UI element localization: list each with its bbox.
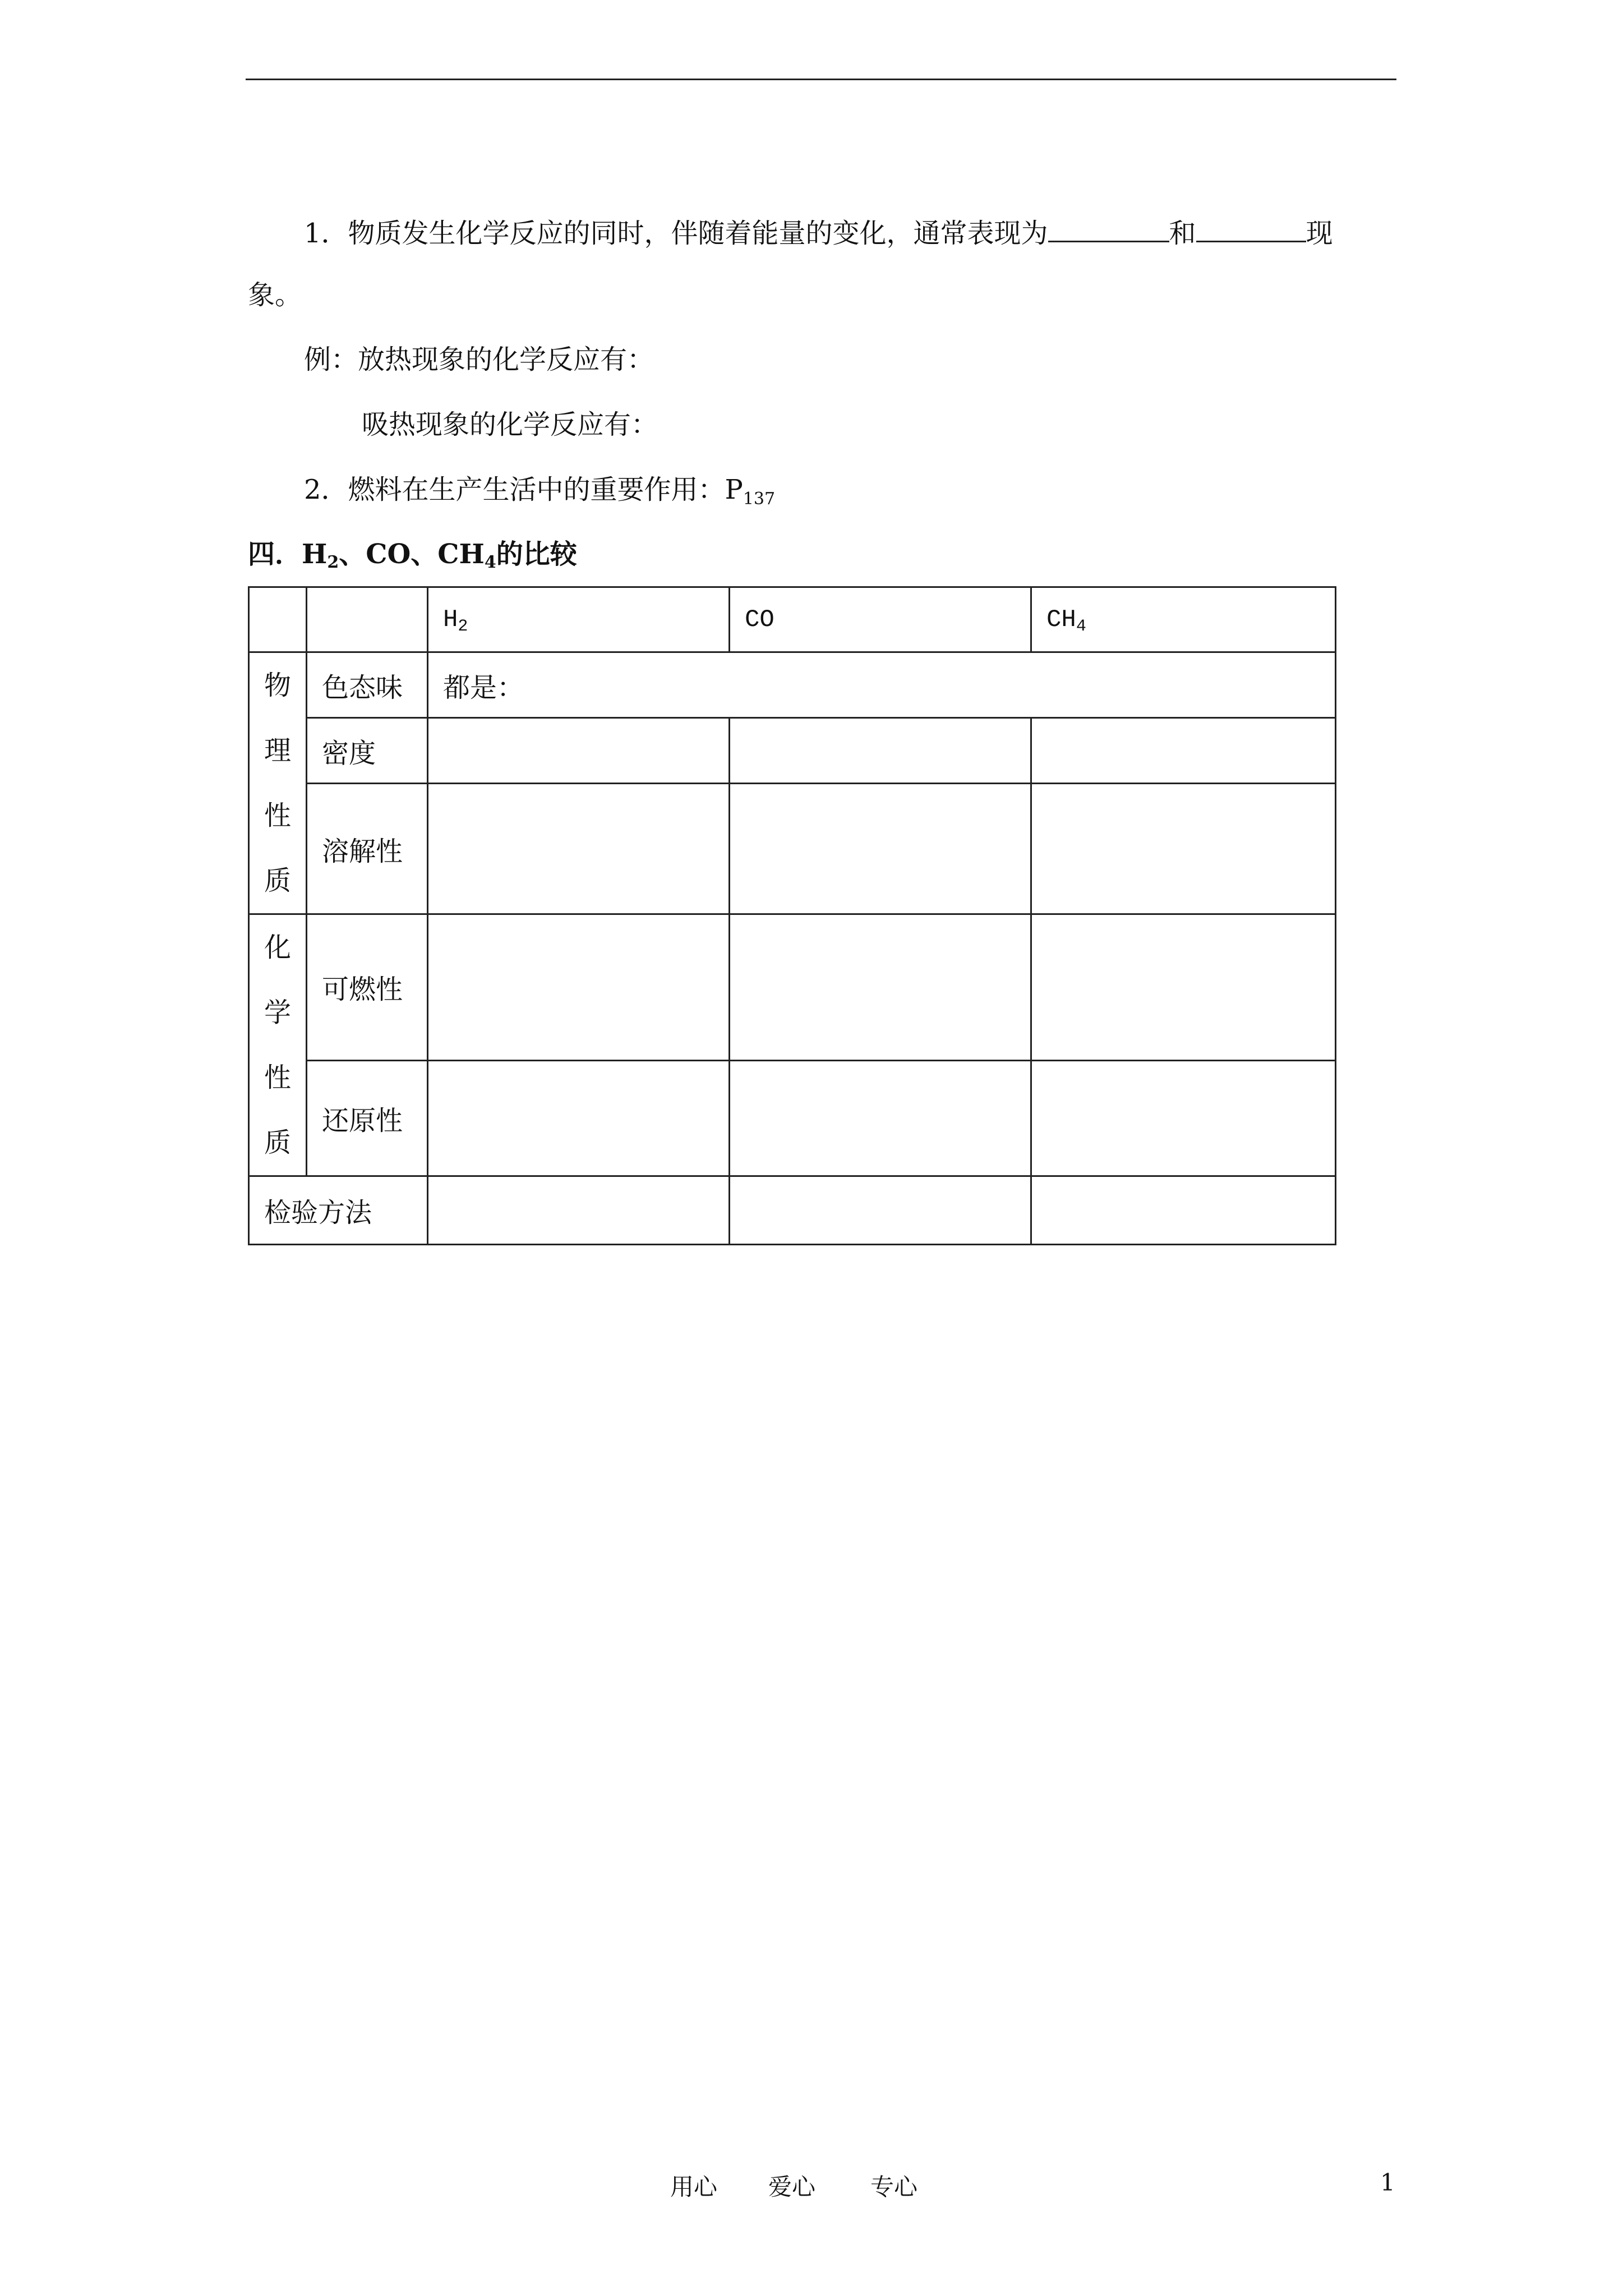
section-4-sub-4: 4: [484, 553, 496, 572]
item-1-middle: 和: [1169, 218, 1196, 249]
answer-cell[interactable]: [428, 784, 730, 914]
answer-cell[interactable]: [1031, 784, 1336, 914]
fill-blank-2[interactable]: [1196, 215, 1306, 242]
item-1-prefix: 1．物质发生化学反应的同时，伴随着能量的变化，通常表现为: [304, 218, 1048, 249]
group-physical-properties: 物 理 性 质: [249, 652, 307, 914]
answer-cell[interactable]: [730, 718, 1031, 784]
answer-cell[interactable]: [730, 914, 1031, 1061]
header-empty-cell: [249, 587, 307, 652]
header-ch4: $CH_4$: [1031, 587, 1336, 652]
answer-cell[interactable]: [428, 1060, 730, 1176]
table-row: [249, 1176, 1336, 1245]
table-row: [249, 718, 1336, 784]
answer-cell[interactable]: [428, 718, 730, 784]
group-chemical-properties: 化 学 性 质: [249, 914, 307, 1176]
header-h2: $H_2$: [428, 587, 730, 652]
section-4-prefix: 四．H: [248, 539, 328, 570]
header-co: CO: [730, 587, 1031, 652]
footer-motto-2: 爱心: [768, 2173, 816, 2201]
answer-cell[interactable]: [428, 914, 730, 1061]
item-2-text: 2．燃料在生产生活中的重要作用：P: [304, 474, 743, 505]
header-rule: [246, 79, 1396, 80]
answer-cell[interactable]: [1031, 1176, 1336, 1245]
row-label-color: 色态味: [307, 652, 428, 718]
row-label-density: 密度: [307, 718, 428, 784]
footer-motto-3: 专心: [870, 2173, 918, 2201]
item-2-line: [304, 473, 775, 510]
color-value-cell: 都是：: [428, 652, 1336, 718]
answer-cell[interactable]: [428, 1176, 730, 1245]
page-number: 1: [1380, 2169, 1395, 2196]
row-label-flammability: 可燃性: [307, 914, 428, 1061]
answer-cell[interactable]: [730, 1060, 1031, 1176]
row-label-reducibility: 还原性: [307, 1060, 428, 1176]
answer-cell[interactable]: [1031, 1060, 1336, 1176]
fill-blank-1[interactable]: [1048, 215, 1169, 242]
example-exothermic: 例：放热现象的化学反应有：: [304, 344, 654, 375]
answer-cell[interactable]: [1031, 718, 1336, 784]
table-row: [249, 652, 1336, 718]
section-4-heading: [248, 537, 577, 571]
answer-cell[interactable]: [730, 784, 1031, 914]
item-1-continuation: 象。: [248, 279, 302, 311]
footer-motto-1: 用心: [670, 2173, 718, 2201]
comparison-table: [248, 586, 1336, 1245]
item-2-page-sub: 137: [743, 489, 776, 509]
table-row: [249, 914, 1336, 1061]
item-1-suffix: 现: [1306, 218, 1333, 249]
table-header-row: [249, 587, 1336, 652]
table-row: [249, 784, 1336, 914]
table-row: [249, 1060, 1336, 1176]
row-label-solubility: 溶解性: [307, 784, 428, 914]
row-label-test-method: 检验方法: [249, 1176, 428, 1245]
item-1-line: [304, 215, 1333, 250]
section-4-sub-2: 2: [327, 553, 339, 572]
header-empty-cell: [307, 587, 428, 652]
example-endothermic: 吸热现象的化学反应有：: [362, 409, 658, 440]
answer-cell[interactable]: [730, 1176, 1031, 1245]
answer-cell[interactable]: [1031, 914, 1336, 1061]
section-4-suffix: 的比较: [496, 539, 577, 570]
section-4-mid: 、CO、CH: [339, 539, 485, 570]
